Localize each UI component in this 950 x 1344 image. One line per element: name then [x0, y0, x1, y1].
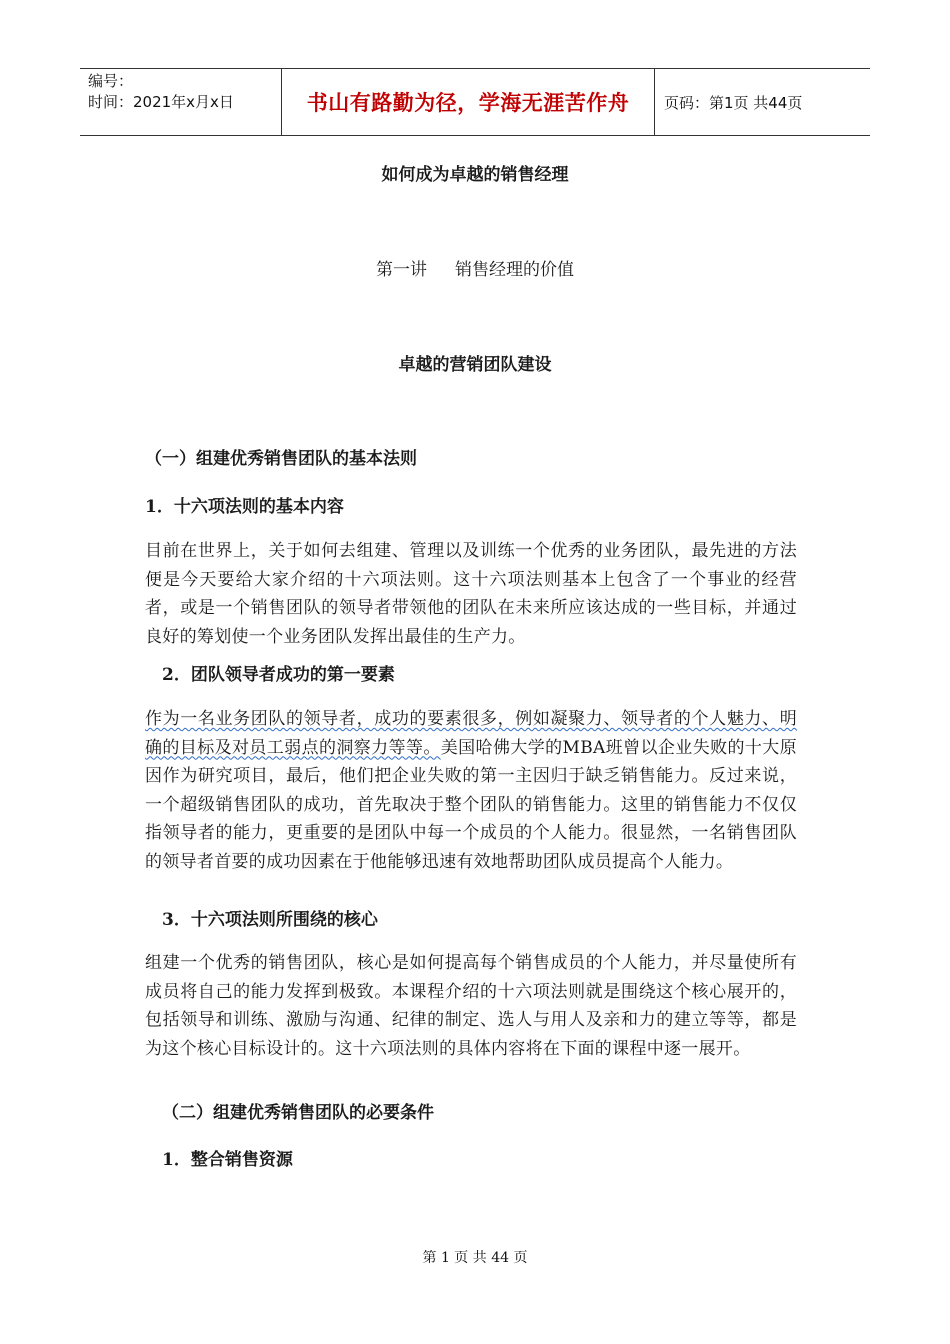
lecture-name: 销售经理的价值 — [455, 260, 574, 280]
heading-1: 1．十六项法则的基本内容 — [145, 497, 344, 517]
footer-page-number: 第 1 页 共 44 页 — [422, 1250, 528, 1266]
section-title: 卓越的营销团队建设 — [398, 355, 552, 375]
paragraph-1: 目前在世界上，关于如何去组建、管理以及训练一个优秀的业务团队，最先进的方法便是今天要给大家介绍的十六项法则。这十六项法则基本上包含了一个事业的经营者，或是一个销售团队的领导者带领他的团队在未来所应该达成的一些目标，并通过良好的筹划使一个业务团队发挥出最佳的生产力。 — [145, 541, 797, 647]
header-meta-cell — [80, 69, 282, 135]
paragraph-3: 组建一个优秀的销售团队，核心是如何提高每个销售成员的个人能力，并尽量使所有成员将自己的能力发挥到极致。本课程介绍的十六项法则就是围绕这个核心展开的，包括领导和训练、激励与沟通、纪律的制定、选人与用人及亲和力的建立等等，都是为这个核心目标设计的。这十六项法则的具体内容将在下面的课程中逐一展开。 — [145, 953, 797, 1059]
paragraph-2-rest: 美国哈佛大学的MBA班曾以企业失败的十大原因作为研究项目，最后，他们把企业失败的第一主因归于缺乏销售能力。反过来说，一个超级销售团队的成功，首先取决于整个团队的销售能力。这里的销售能力不仅仅指领导者的能力，更重要的是团队中每一个成员的个人能力。很显然，一名销售团队的领导者首要的成功因素在于他能够迅速有效地帮助团队成员提高个人能力。 — [145, 737, 797, 872]
document-title: 如何成为卓越的销售经理 — [381, 165, 569, 185]
header-page-info: 页码：第1页 共44页 — [664, 93, 803, 112]
time-label: 时间：2021年x月x日 — [88, 93, 234, 111]
heading-3: 3．十六项法则所围绕的核心 — [162, 910, 378, 930]
lecture-title — [0, 255, 950, 280]
paragraph-2 — [145, 705, 797, 877]
heading-2: 2．团队领导者成功的第一要素 — [162, 665, 395, 685]
header-motto: 书山有路勤为径，学海无涯苦作舟 — [282, 69, 655, 135]
serial-label: 编号： — [88, 72, 134, 90]
paragraph-2-underlined: 作为一名业务团队的领导者，成功的要素很多，例如凝聚力、领导者的个人魅力、明确的目标及对员工弱点的洞察力等等。 — [145, 709, 797, 758]
part1-heading: （一）组建优秀销售团队的基本法则 — [145, 449, 417, 469]
part2-heading: （二）组建优秀销售团队的必要条件 — [162, 1103, 434, 1123]
heading-4: 1．整合销售资源 — [162, 1150, 293, 1170]
lecture-number: 第一讲 — [376, 260, 427, 280]
header-table — [80, 68, 870, 136]
